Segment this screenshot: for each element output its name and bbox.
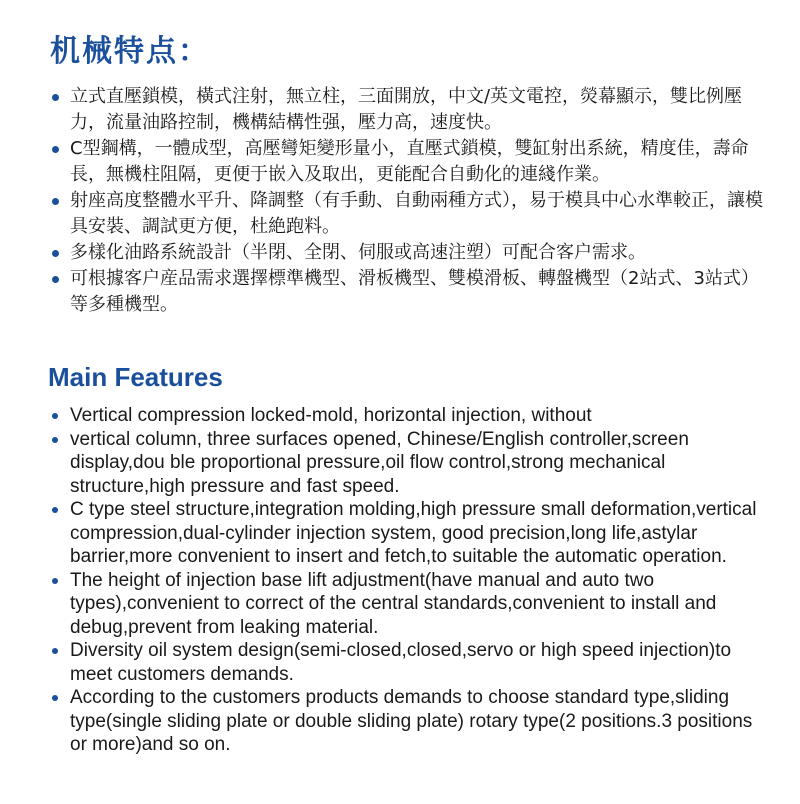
english-feature-text: According to the customers products demands to choose standard type,sliding type(single sliding plate or double sliding plate) rotary type(2 positions.3 positions or more)and so on. <box>70 687 753 755</box>
chinese-feature-item <box>46 84 766 136</box>
chinese-feature-item <box>46 188 766 240</box>
bullet-dot-icon <box>52 146 59 153</box>
chinese-feature-text: 可根據客户産品需求選擇標準機型、滑板機型、雙模滑板、轉盤機型（2站式、3站式）等多種機型。 <box>70 268 759 315</box>
english-feature-text: The height of injection base lift adjustment(have manual and auto two types),convenient to correct of the central standards,convenient to install and debug,prevent from leaking material. <box>70 569 717 638</box>
bullet-dot-icon <box>52 198 59 205</box>
chinese-feature-text: 射座高度整體水平升、降調整（有手動、自動兩種方式），易于模具中心水準較正，讓模具安裝、調試更方便，杜絶跑料。 <box>70 190 763 237</box>
bullet-dot-icon <box>52 250 59 257</box>
english-feature-text: C type steel structure,integration molding,high pressure small deformation,vertical compression,dual-cylinder injection system, good precision,long life,astylar barrier,more convenient to insert and fetch,to suitable the automatic operation. <box>70 499 757 567</box>
bullet-dot-icon <box>52 695 58 701</box>
bullet-dot-icon <box>52 276 59 283</box>
bullet-dot-icon <box>52 648 58 654</box>
english-features-list <box>46 404 766 757</box>
english-feature-item <box>46 686 766 757</box>
chinese-feature-item <box>46 136 766 188</box>
bullet-dot-icon <box>52 94 59 101</box>
bullet-dot-icon <box>52 437 58 443</box>
english-feature-text: Vertical compression locked-mold, horizontal injection, without <box>70 405 592 426</box>
english-feature-item <box>46 404 766 428</box>
english-feature-text: vertical column, three surfaces opened, Chinese/English controller,screen display,dou ble proportional pressure,oil flow control,strong mechanical structure,high pressure and fast speed. <box>70 428 689 497</box>
bullet-dot-icon <box>52 413 58 419</box>
english-feature-text: Diversity oil system design(semi-closed,closed,servo or high speed injection)to meet customers demands. <box>70 640 732 685</box>
bullet-dot-icon <box>52 578 58 584</box>
english-feature-item <box>46 639 766 686</box>
chinese-feature-text: 多樣化油路系統設計（半閉、全閉、伺服或高速注塑）可配合客户需求。 <box>70 242 646 263</box>
bullet-dot-icon <box>52 507 58 513</box>
english-feature-item <box>46 569 766 640</box>
chinese-feature-item <box>46 240 766 266</box>
chinese-feature-item <box>46 266 766 318</box>
chinese-features-list <box>46 84 766 318</box>
chinese-features-title: 机械特点： <box>50 34 210 69</box>
english-feature-item <box>46 498 766 569</box>
english-feature-item <box>46 428 766 499</box>
chinese-feature-text: C型鋼構，一體成型，高壓彎矩變形量小，直壓式鎖模，雙缸射出系統，精度佳，壽命長，無機柱阻隔，更便于嵌入及取出，更能配合自動化的連綫作業。 <box>70 138 749 185</box>
english-features-title: Main Features <box>48 362 223 392</box>
chinese-feature-text: 立式直壓鎖模，橫式注射，無立柱，三面開放，中文/英文電控，熒幕顯示，雙比例壓力，流量油路控制，機構結構性强，壓力高，速度快。 <box>70 86 743 133</box>
